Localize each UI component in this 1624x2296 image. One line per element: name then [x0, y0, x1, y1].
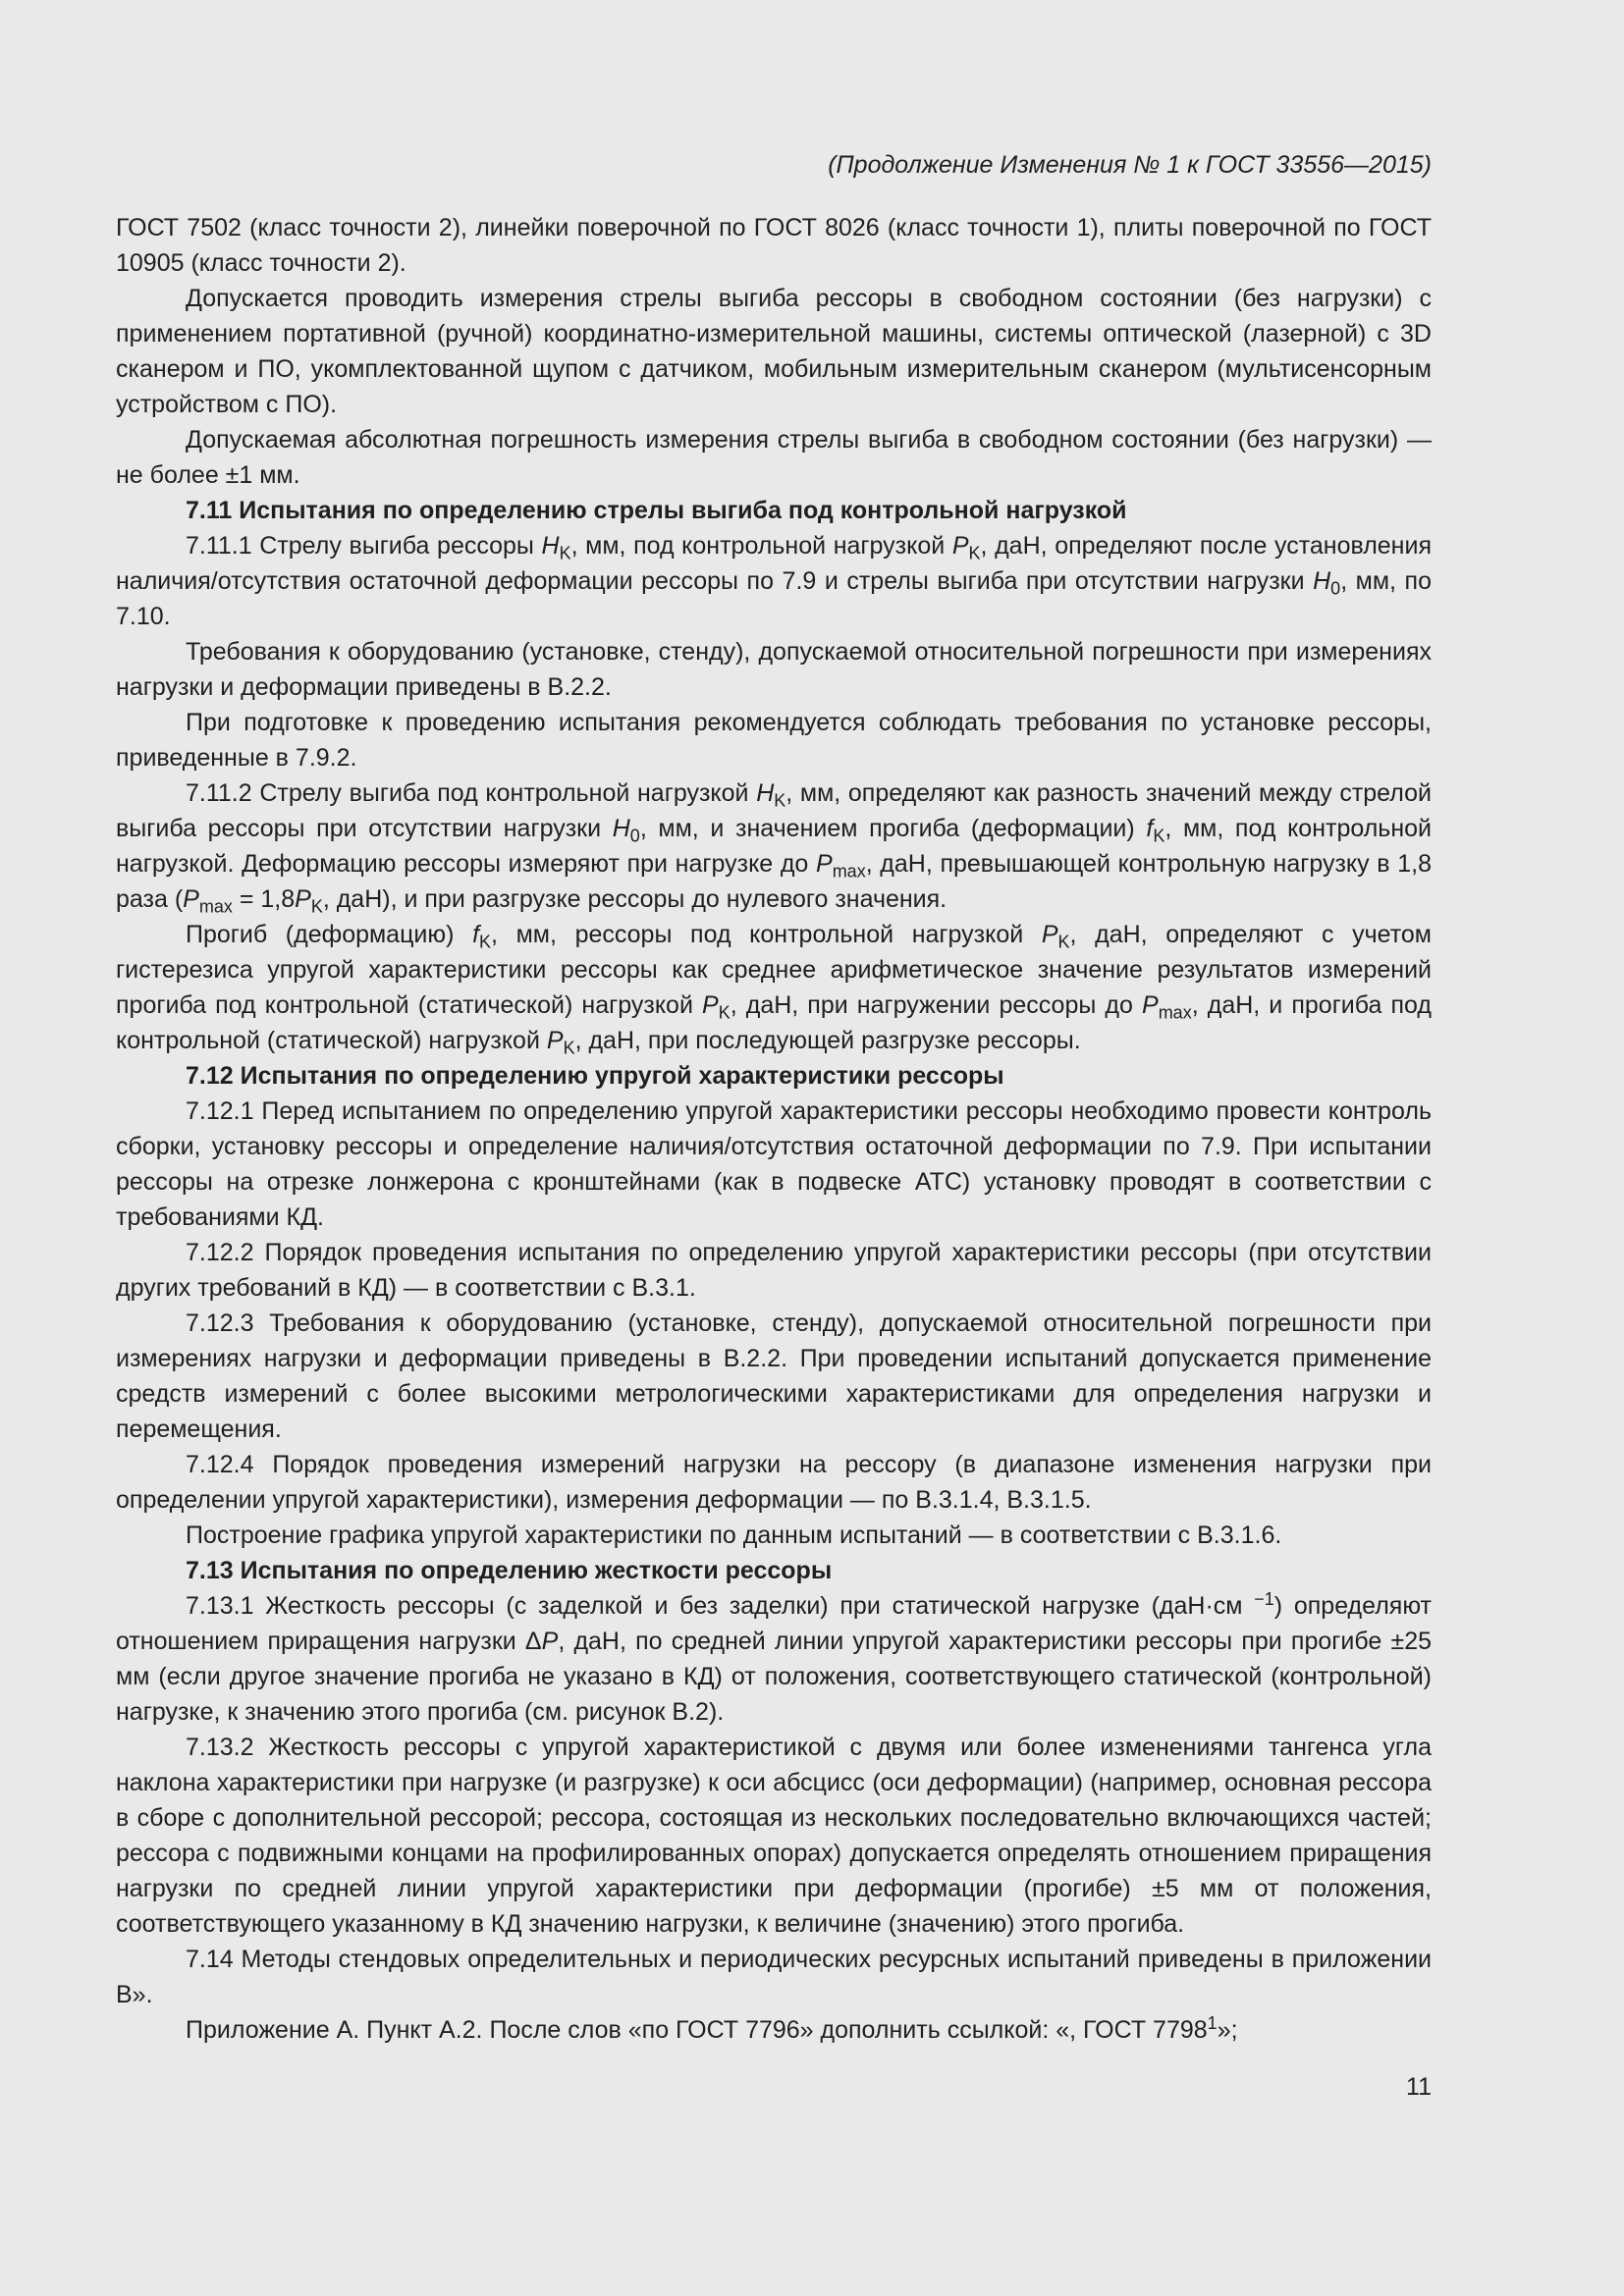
page-number: 11 [1406, 2073, 1432, 2101]
paragraph: 7.13.1 Жесткость рессоры (с заделкой и без заделки) при статической нагрузке (даН·см $^{-1}$) определяют отношением приращения нагрузки ΔP, даН, по средней линии упругой характеристики рессоры при прогибе ±25 мм (если другое значение прогиба не указано в КД) от положения, соответствующего статической (контрольной) нагрузке, к значению этого прогиба (см. рисунок В.2). [116, 1589, 1433, 1726]
document-body [116, 210, 1432, 2048]
paragraph: При подготовке к проведению испытания рекомендуется соблюдать требования по установке рессоры, приведенные в 7.9.2. [116, 709, 1432, 772]
paragraph: 7.12.2 Порядок проведения испытания по определению упругой характеристики рессоры (при отсутствии других требований в КД) — в соответствии с В.3.1. [116, 1239, 1432, 1302]
paragraph: Построение графика упругой характеристики по данным испытаний — в соответствии с В.3.1.6. [186, 1522, 1282, 1549]
paragraph: ГОСТ 7502 (класс точности 2), линейки поверочной по ГОСТ 8026 (класс точности 1), плиты поверочной по ГОСТ 10905 (класс точности 2). [116, 214, 1432, 277]
paragraph: 7.11.2 Стрелу выгиба под контрольной нагрузкой $H_K$, мм, определяют как разность значений между стрелой выгиба рессоры при отсутствии нагрузки $H_0$, мм, и значением прогиба (деформации) $f_K$, мм, под контрольной нагрузкой. Деформацию рессоры измеряют при нагрузке до $P_{max}$, даН, превышающей контрольную нагрузку в 1,8 раза ($P_{max} = 1,8P_K$, даН), и при разгрузке рессоры до нулевого значения. [116, 779, 1432, 917]
paragraph: Приложение А. Пункт А.2. После слов «по ГОСТ 7796» дополнить ссылкой: «, ГОСТ 7798$^1$»; [186, 2013, 1238, 2044]
paragraph: 7.11.1 Стрелу выгиба рессоры $H_K$, мм, под контрольной нагрузкой $P_K$, даН, определяют после установления наличия/отсутствия остаточной деформации рессоры по 7.9 и стрелы выгиба при отсутствии нагрузки $H_0$, мм, по 7.10. [116, 532, 1432, 630]
paragraph: 7.12.1 Перед испытанием по определению упругой характеристики рессоры необходимо провести контроль сборки, установку рессоры и определение наличия/отсутствия остаточной деформации по 7.9. При испытании рессоры на отрезке лонжерона с кронштейнами (как в подвеске АТС) установку проводят в соответствии с требованиями КД. [116, 1097, 1432, 1231]
paragraph: Допускаемая абсолютная погрешность измерения стрелы выгиба в свободном состоянии (без нагрузки) — не более ±1 мм. [116, 426, 1432, 489]
paragraph: Прогиб (деформацию) $f_K$, мм, рессоры под контрольной нагрузкой $P_K$, даН, определяют с учетом гистерезиса упругой характеристики рессоры как среднее арифметическое значение результатов измерений прогиба под контрольной (статической) нагрузкой $P_K$, даН, при нагружении рессоры до $P_{max}$, даН, и прогиба под контрольной (статической) нагрузкой $P_K$, даН, при последующей разгрузке рессоры. [116, 921, 1432, 1058]
running-header: (Продолжение Изменения № 1 к ГОСТ 33556—2015) [828, 151, 1432, 179]
paragraph: Требования к оборудованию (установке, стенду), допускаемой относительной погрешности при измерениях нагрузки и деформации приведены в В.2.2. [116, 638, 1432, 701]
section-heading: 7.12 Испытания по определению упругой характеристики рессоры [186, 1062, 1004, 1090]
section-heading: 7.13 Испытания по определению жесткости рессоры [186, 1557, 833, 1584]
paragraph: 7.14 Методы стендовых определительных и периодических ресурсных испытаний приведены в приложении В». [116, 1946, 1432, 2008]
paragraph: 7.13.2 Жесткость рессоры с упругой характеристикой с двумя или более изменениями тангенса угла наклона характеристики при нагрузке (и разгрузке) к оси абсцисс (оси деформации) (например, основная рессора в сборе с дополнительной рессорой; рессора, состоящая из нескольких последовательно включающихся частей; рессора с подвижными концами на профилированных опорах) допускается определять отношением приращения нагрузки по средней линии упругой характеристики при деформации (прогибе) ±5 мм от положения, соответствующего указанному в КД значению нагрузки, к величине (значению) этого прогиба. [116, 1734, 1432, 1938]
paragraph: 7.12.3 Требования к оборудованию (установке, стенду), допускаемой относительной погрешности при измерениях нагрузки и деформации приведены в В.2.2. При проведении испытаний допускается применение средств измерений с более высокими метрологическими характеристиками для определения нагрузки и перемещения. [116, 1309, 1432, 1443]
paragraph: Допускается проводить измерения стрелы выгиба рессоры в свободном состоянии (без нагрузки) с применением портативной (ручной) координатно-измерительной машины, системы оптической (лазерной) с 3D сканером и ПО, укомплектованной щупом с датчиком, мобильным измерительным сканером (мультисенсорным устройством с ПО). [116, 285, 1432, 418]
paragraph: 7.12.4 Порядок проведения измерений нагрузки на рессору (в диапазоне изменения нагрузки при определении упругой характеристики), измерения деформации — по В.3.1.4, В.3.1.5. [116, 1451, 1432, 1514]
section-heading: 7.11 Испытания по определению стрелы выгиба под контрольной нагрузкой [186, 497, 1127, 524]
